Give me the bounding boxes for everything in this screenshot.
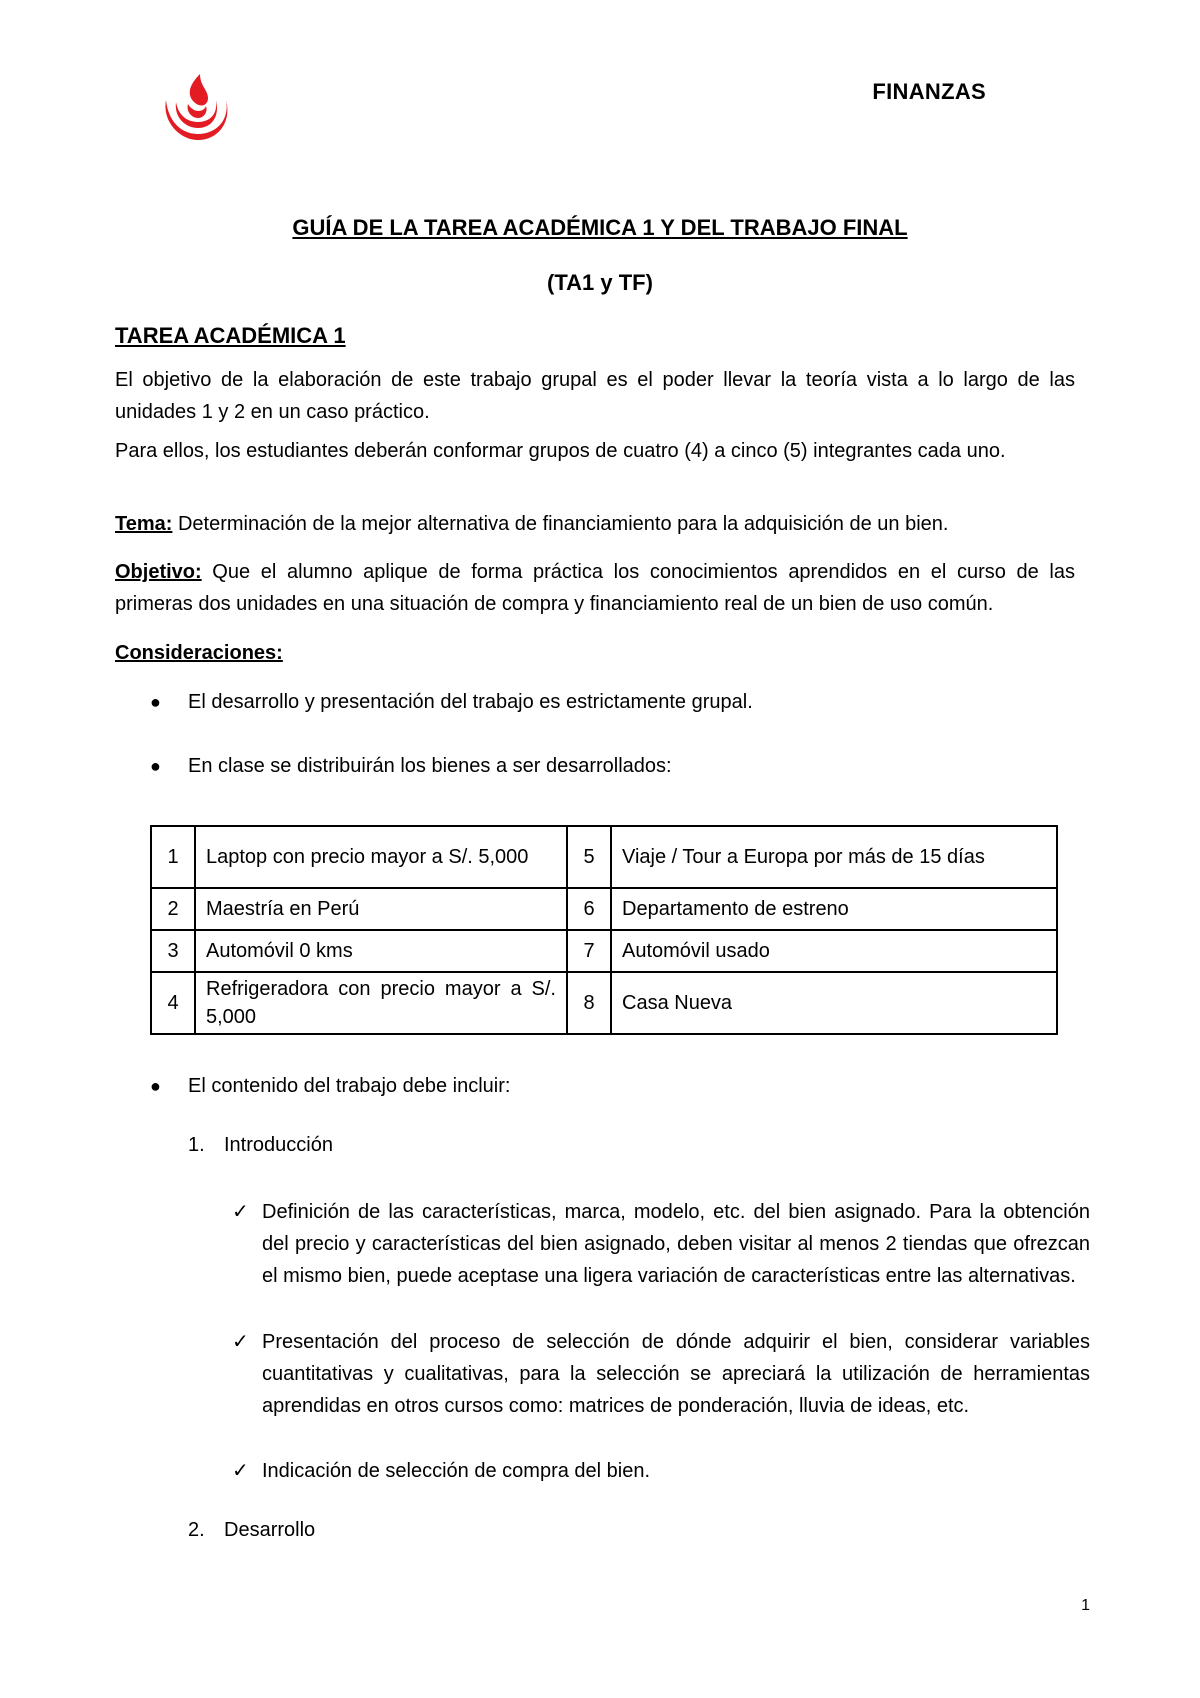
table-cell-item: Departamento de estreno bbox=[611, 888, 1057, 930]
objetivo-text: Que el alumno aplique de forma práctica los conocimientos aprendidos en el curso de las primeras dos unidades en una situación de compra y financiamiento real de un bien de uso común. bbox=[115, 561, 1075, 615]
tema-text: Determinación de la mejor alternativa de financiamiento para la adquisición de un bien. bbox=[172, 513, 949, 535]
document-subtitle: (TA1 y TF) bbox=[547, 270, 653, 295]
numbered-item-number: 1. bbox=[188, 1134, 205, 1156]
table-row bbox=[151, 930, 1057, 972]
document-title: GUÍA DE LA TAREA ACADÉMICA 1 Y DEL TRABAJO FINAL bbox=[292, 215, 908, 240]
checkmark-icon: ✓ bbox=[232, 1460, 249, 1482]
tema-label: Tema: bbox=[115, 513, 173, 535]
table-cell-item: Automóvil usado bbox=[611, 930, 1057, 972]
bullet-icon: ● bbox=[150, 1076, 161, 1096]
tema-line bbox=[115, 508, 1075, 540]
upc-flame-logo bbox=[160, 70, 232, 142]
numbered-item-number: 2. bbox=[188, 1519, 205, 1541]
table-cell-number: 6 bbox=[567, 888, 611, 930]
table-cell-number: 7 bbox=[567, 930, 611, 972]
table-cell-item: Casa Nueva bbox=[611, 972, 1057, 1034]
table-cell-number: 8 bbox=[567, 972, 611, 1034]
bullet-text: El contenido del trabajo debe incluir: bbox=[188, 1075, 511, 1097]
table-cell-item: Maestría en Perú bbox=[195, 888, 567, 930]
checklist-text: Indicación de selección de compra del bien. bbox=[262, 1460, 651, 1482]
checklist-item bbox=[232, 1455, 1090, 1487]
objetivo-line bbox=[115, 556, 1075, 620]
table-cell-item: Viaje / Tour a Europa por más de 15 días bbox=[611, 826, 1057, 888]
checklist-item bbox=[232, 1196, 1090, 1292]
table-cell-item: Laptop con precio mayor a S/. 5,000 bbox=[195, 826, 567, 888]
table-cell-number: 1 bbox=[151, 826, 195, 888]
section-heading: TAREA ACADÉMICA 1 bbox=[115, 323, 346, 348]
bullet-text: En clase se distribuirán los bienes a ser desarrollados: bbox=[188, 755, 672, 777]
bullet-icon: ● bbox=[150, 756, 161, 776]
numbered-item-label: Introducción bbox=[224, 1134, 333, 1156]
table-cell-number: 2 bbox=[151, 888, 195, 930]
bullet-text: El desarrollo y presentación del trabajo es estrictamente grupal. bbox=[188, 691, 753, 713]
numbered-item-label: Desarrollo bbox=[224, 1519, 316, 1541]
table-cell-item: Automóvil 0 kms bbox=[195, 930, 567, 972]
consideraciones-label: Consideraciones: bbox=[115, 642, 283, 664]
table-cell-item: Refrigeradora con precio mayor a S/. 5,000 bbox=[195, 972, 567, 1034]
objetivo-label: Objetivo: bbox=[115, 561, 202, 583]
bullet-icon: ● bbox=[150, 692, 161, 712]
table-row bbox=[151, 826, 1057, 888]
consideraciones-heading bbox=[115, 637, 1075, 669]
page-number: 1 bbox=[1081, 1597, 1090, 1614]
checklist-text: Presentación del proceso de selección de dónde adquirir el bien, considerar variables cuantitativas y cualitativas, para la selección se apreciará la utilización de herramientas aprendidas en otros cursos como: matrices de ponderación, lluvia de ideas, etc. bbox=[262, 1331, 1090, 1417]
paragraph-groups: Para ellos, los estudiantes deberán conformar grupos de cuatro (4) a cinco (5) integrantes cada uno. bbox=[115, 440, 1006, 462]
table-cell-number: 3 bbox=[151, 930, 195, 972]
bullet-item bbox=[150, 1070, 510, 1102]
table-row bbox=[151, 888, 1057, 930]
bullet-item bbox=[150, 750, 672, 782]
checkmark-icon: ✓ bbox=[232, 1331, 249, 1353]
assets-table bbox=[150, 825, 1058, 1035]
checkmark-icon: ✓ bbox=[232, 1201, 249, 1223]
course-name: FINANZAS bbox=[872, 79, 986, 104]
numbered-item bbox=[188, 1519, 315, 1542]
checklist-text: Definición de las características, marca, modelo, etc. del bien asignado. Para la obtención del precio y características del bien asignado, deben visitar al menos 2 tiendas que ofrezcan el mismo bien, puede aceptase una ligera variación de características entre las alternativas. bbox=[262, 1201, 1090, 1287]
table-cell-number: 5 bbox=[567, 826, 611, 888]
bullet-item bbox=[150, 686, 753, 718]
paragraph-objective-intro: El objetivo de la elaboración de este trabajo grupal es el poder llevar la teoría vista a lo largo de las unidades 1 y 2 en un caso práctico. bbox=[115, 369, 1075, 423]
numbered-item bbox=[188, 1134, 333, 1157]
table-cell-number: 4 bbox=[151, 972, 195, 1034]
table-row bbox=[151, 972, 1057, 1034]
checklist-item bbox=[232, 1326, 1090, 1422]
